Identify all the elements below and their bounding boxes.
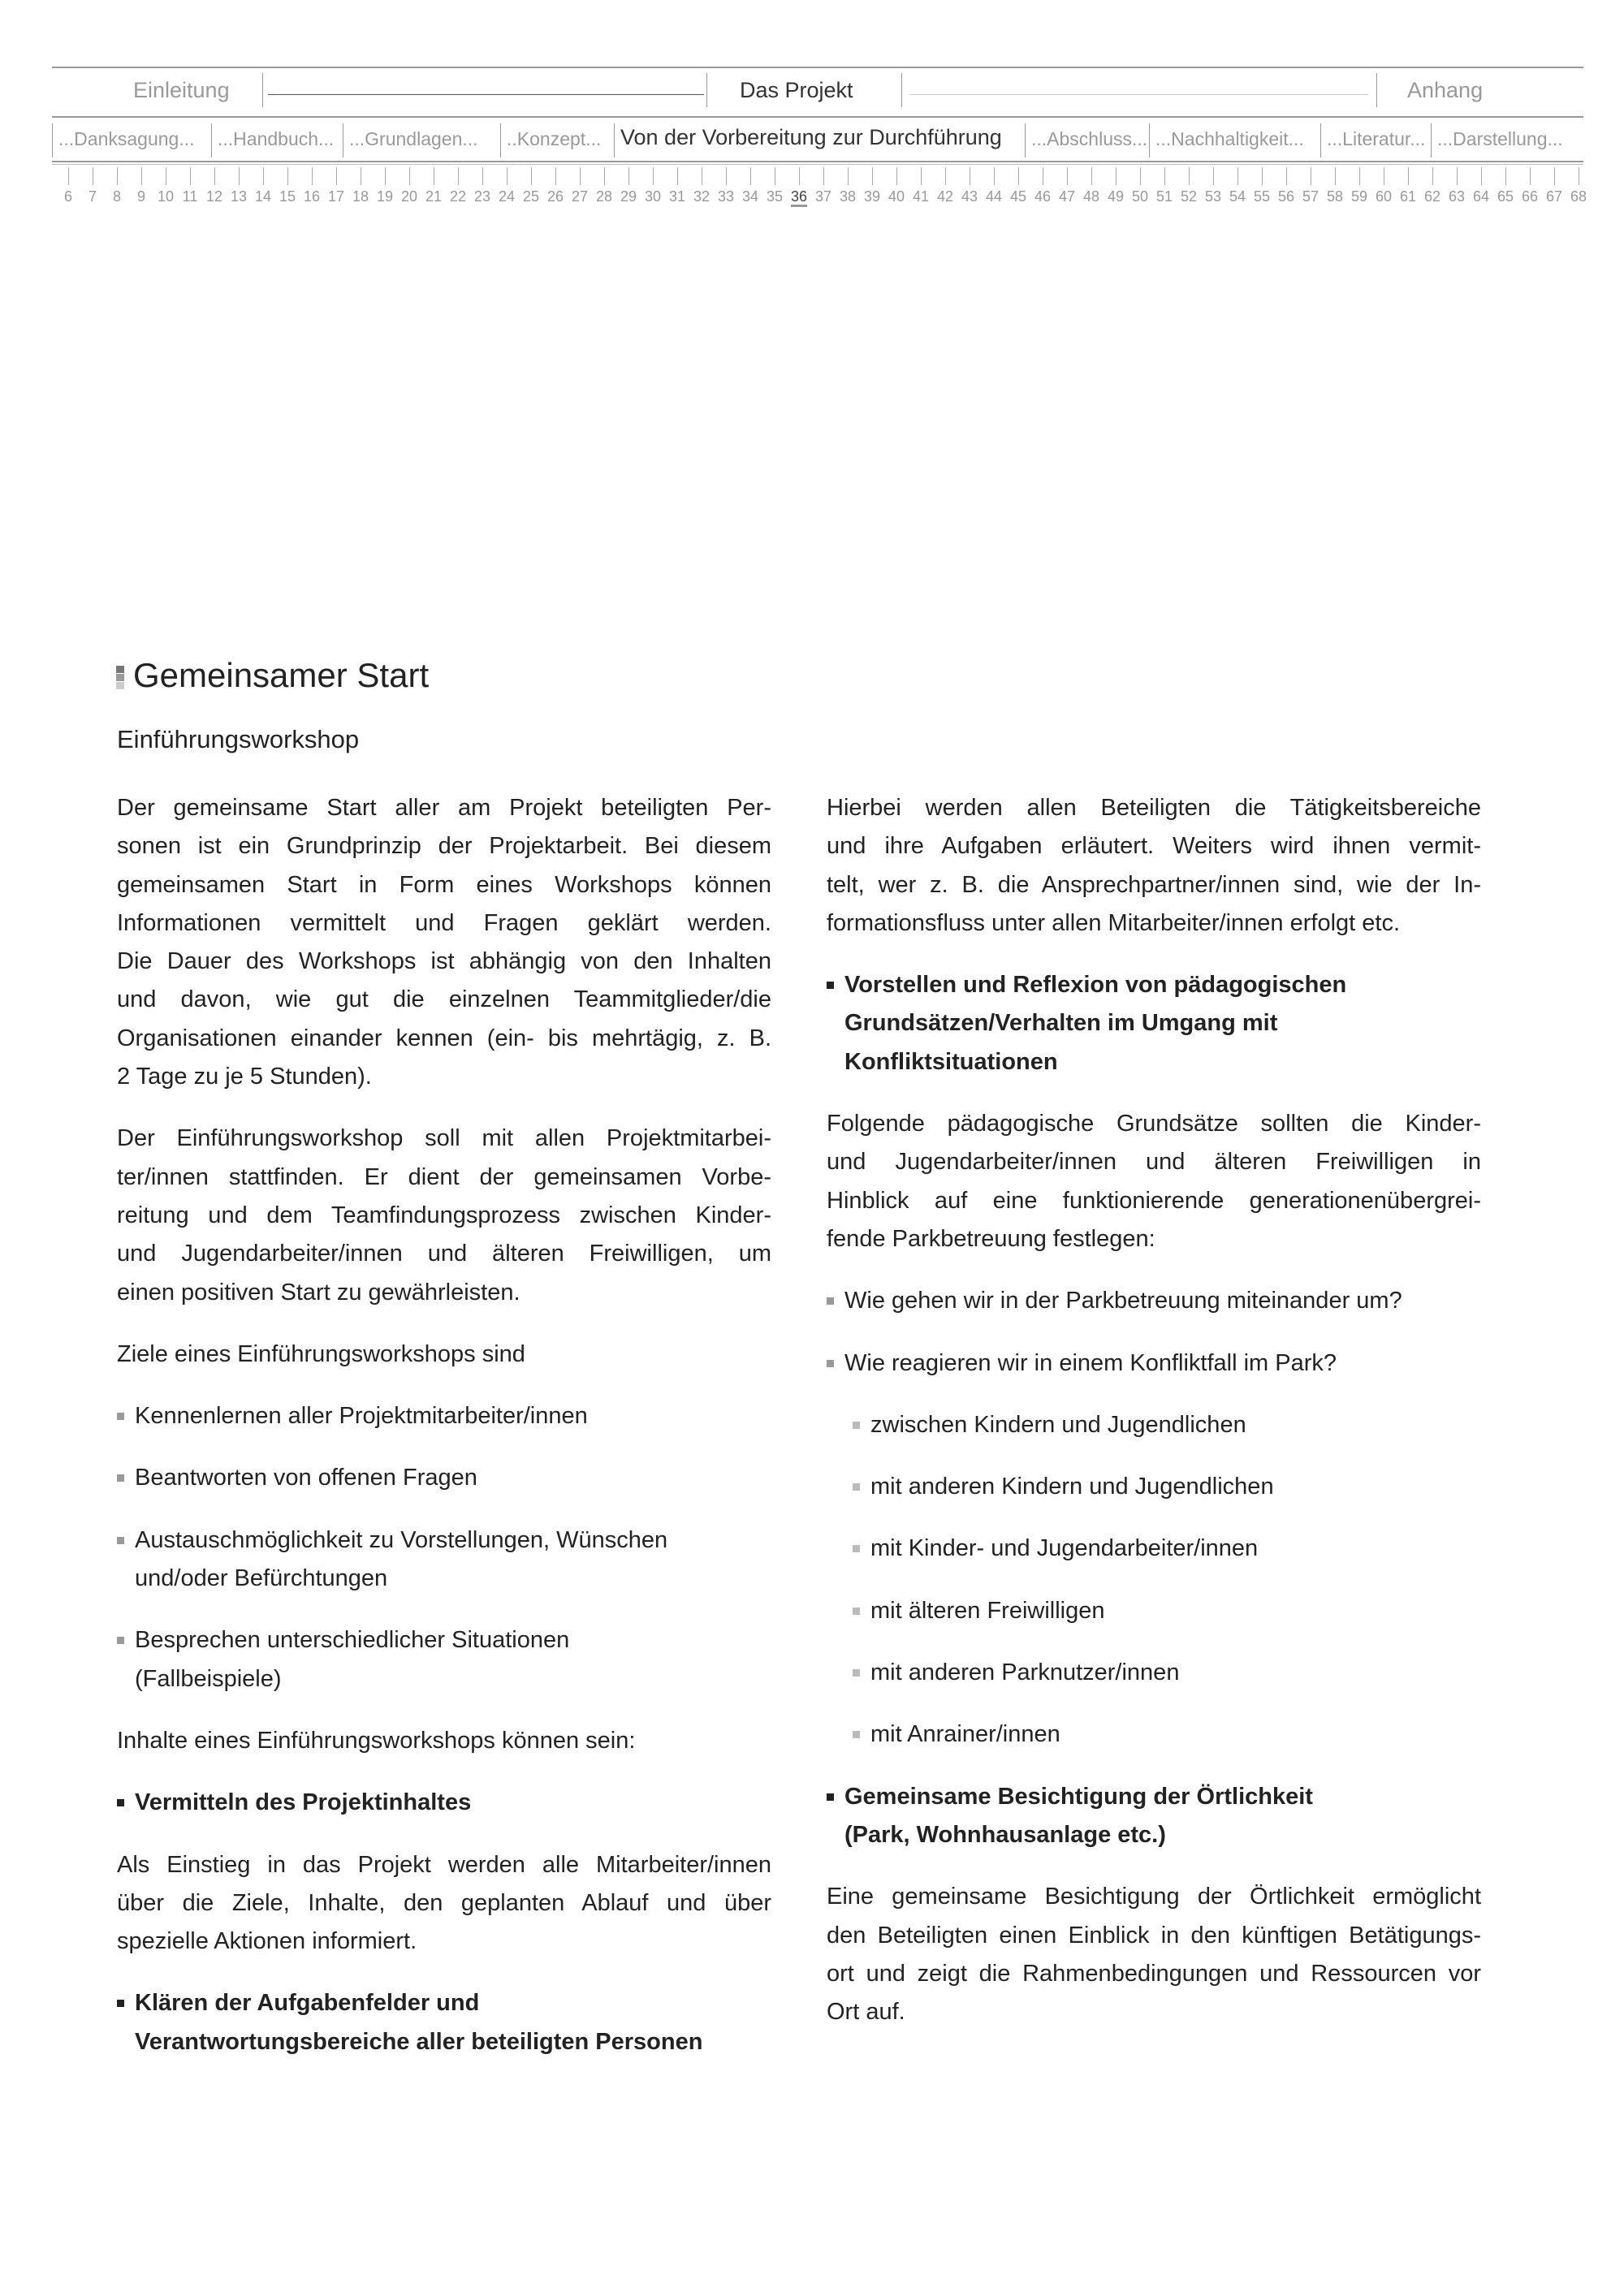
page-tick <box>336 167 337 185</box>
page-tick <box>799 167 800 185</box>
text-line: 2 Tage zu je 5 Stunden). <box>117 1064 372 1090</box>
page-number[interactable]: 50 <box>1131 188 1149 205</box>
text-line: Grundsätzen/Verhalten im Umgang mit <box>844 1010 1278 1037</box>
list-item <box>117 1521 771 1599</box>
bullet-icon <box>117 1637 124 1644</box>
page-number[interactable]: 59 <box>1350 188 1368 205</box>
page-number[interactable]: 18 <box>352 188 369 205</box>
page-number[interactable]: 29 <box>620 188 637 205</box>
page-number[interactable]: 8 <box>112 188 121 205</box>
page-tick <box>726 167 727 185</box>
text-line: Besprechen unterschiedlicher Situationen <box>135 1627 570 1654</box>
paragraph <box>827 1105 1481 1258</box>
page-tick <box>1359 167 1360 185</box>
chapter-tab[interactable]: ...Darstellung... <box>1437 128 1563 149</box>
list-item <box>117 1621 771 1698</box>
page-tick <box>531 167 532 185</box>
section-das-projekt[interactable]: Das Projekt <box>740 78 853 102</box>
page-tick <box>1286 167 1287 185</box>
page-number[interactable]: 39 <box>863 188 881 205</box>
page-number[interactable]: 54 <box>1229 188 1246 205</box>
page-number[interactable]: 56 <box>1277 188 1295 205</box>
page-tick <box>823 167 824 185</box>
list-item <box>117 1397 771 1435</box>
page-number[interactable]: 25 <box>522 188 540 205</box>
page-tick <box>214 167 215 185</box>
page-tick <box>1018 167 1019 185</box>
page-number[interactable]: 64 <box>1472 188 1490 205</box>
text-line: und ihre Aufgaben erläutert. Weiters wird ihnen vermit- <box>827 833 1481 860</box>
page-number[interactable]: 49 <box>1107 188 1125 205</box>
list-item <box>827 1716 1481 1754</box>
text-line: Wie reagieren wir in einem Konfliktfall im Park? <box>844 1349 1337 1376</box>
page-tick <box>580 167 581 185</box>
page-tick <box>1140 167 1141 185</box>
page-number[interactable]: 22 <box>449 188 467 205</box>
page-number[interactable]: 33 <box>717 188 735 205</box>
page-number[interactable]: 58 <box>1326 188 1344 205</box>
text-line: und/oder Befürchtungen <box>135 1565 388 1592</box>
divider <box>1376 73 1377 107</box>
text-line: Verantwortungsbereiche aller beteiligten Personen <box>135 2028 703 2055</box>
bullet-icon <box>853 1608 860 1615</box>
text-line: Austauschmöglichkeit zu Vorstellungen, Wünschen <box>135 1526 668 1553</box>
text-line: Der gemeinsame Start aller am Projekt beteiligten Per- <box>117 795 771 821</box>
text-line: mit anderen Parknutzer/innen <box>870 1659 1180 1686</box>
page-number[interactable]: 7 <box>88 188 97 205</box>
text-line: Inhalte eines Einführungsworkshops können sein: <box>117 1727 636 1754</box>
bullet-icon <box>853 1669 860 1677</box>
page-tick <box>68 167 69 185</box>
section-heading: Gemeinsamer Start <box>133 656 430 694</box>
bullet-icon <box>117 2000 124 2007</box>
paragraph <box>827 1878 1481 2031</box>
bullet-icon <box>827 1793 834 1801</box>
page-tick <box>141 167 142 185</box>
text-line: mit anderen Kindern und Jugendlichen <box>870 1474 1274 1500</box>
text-line: Organisationen einander kennen (ein- bis mehrtägig, z. B. <box>117 1025 771 1051</box>
page-tick <box>872 167 873 185</box>
page-number[interactable]: 19 <box>376 188 394 205</box>
page-number[interactable]: 61 <box>1399 188 1417 205</box>
page-number[interactable]: 52 <box>1180 188 1198 205</box>
chapter-nav <box>52 119 1583 162</box>
page-tick <box>507 167 508 185</box>
page-number[interactable]: 42 <box>936 188 954 205</box>
text-line: den Beteiligten einen Einblick in den künftigen Betätigungs- <box>827 1922 1481 1949</box>
list-item <box>117 1459 771 1497</box>
text-line: reitung und dem Teamfindungsprozess zwischen Kinder- <box>117 1202 771 1228</box>
text-line: über die Ziele, Inhalte, den geplanten Ablauf und über <box>117 1889 771 1916</box>
text-line: ter/innen stattfinden. Er dient der gemeinsamen Vorbe- <box>117 1163 771 1190</box>
page-number[interactable]: 57 <box>1302 188 1320 205</box>
text-line: telt, wer z. B. die Ansprechpartner/innen sind, wie der In- <box>827 871 1481 898</box>
list-item <box>827 1778 1481 1855</box>
page-number[interactable]: 28 <box>595 188 613 205</box>
list-item <box>827 1592 1481 1630</box>
bullet-icon <box>853 1422 860 1429</box>
bullet-icon <box>117 1537 124 1544</box>
page-tick <box>287 167 288 185</box>
text-line: Beantworten von offenen Fragen <box>135 1465 477 1491</box>
bullet-icon <box>827 1360 834 1367</box>
divider <box>211 123 212 158</box>
text-line: Informationen vermittelt und Fragen geklärt werden. <box>117 909 771 936</box>
page-number[interactable]: 30 <box>644 188 662 205</box>
chapter-tab[interactable]: ..Konzept... <box>507 128 602 149</box>
page-number[interactable]: 21 <box>425 188 443 205</box>
divider <box>706 73 707 107</box>
page-number[interactable]: 41 <box>912 188 930 205</box>
bullet-icon <box>827 982 834 989</box>
text-line: Eine gemeinsame Besichtigung der Örtlichkeit ermöglicht <box>827 1884 1481 1910</box>
page-number[interactable]: 20 <box>400 188 418 205</box>
page-tick <box>677 167 678 185</box>
page-number[interactable]: 45 <box>1009 188 1027 205</box>
page-tick <box>1457 167 1458 185</box>
page-tick <box>1164 167 1165 185</box>
page-number[interactable]: 17 <box>327 188 345 205</box>
chapter-tab[interactable]: ...Grundlagen... <box>349 128 478 149</box>
page-number[interactable]: 13 <box>230 188 248 205</box>
chapter-tab[interactable]: ...Danksagung... <box>58 128 195 149</box>
divider <box>52 123 53 158</box>
text-line: Hierbei werden allen Beteiligten die Tätigkeitsbereiche <box>827 795 1481 821</box>
page-tick <box>1067 167 1068 185</box>
page-number[interactable]: 23 <box>473 188 491 205</box>
paragraph <box>827 789 1481 943</box>
remaining-line <box>909 94 1368 95</box>
text-line: Hinblick auf eine funktionierende generationenübergrei- <box>827 1187 1481 1214</box>
paragraph <box>117 789 771 1096</box>
page-number[interactable]: 66 <box>1521 188 1539 205</box>
page-number[interactable]: 37 <box>814 188 832 205</box>
divider <box>1025 123 1026 158</box>
page-number[interactable]: 65 <box>1497 188 1514 205</box>
bullet-icon <box>853 1483 860 1491</box>
page-tick <box>482 167 483 185</box>
paragraph <box>117 1336 771 1374</box>
page-number[interactable]: 24 <box>498 188 516 205</box>
text-line: formationsfluss unter allen Mitarbeiter/innen erfolgt etc. <box>827 909 1401 936</box>
page-tick <box>1262 167 1263 185</box>
page-number[interactable]: 40 <box>888 188 905 205</box>
page-number[interactable]: 32 <box>693 188 710 205</box>
page-number[interactable]: 38 <box>839 188 857 205</box>
text-line: gemeinsamen Start in Form eines Workshops können <box>117 871 771 898</box>
text-line: und davon, wie gut die einzelnen Teammitglieder/die <box>117 986 771 1013</box>
divider <box>614 123 615 158</box>
page-number[interactable]: 51 <box>1155 188 1173 205</box>
page-number[interactable]: 15 <box>279 188 296 205</box>
page-number[interactable]: 36 <box>790 188 808 205</box>
list-item <box>117 1784 771 1822</box>
page-tick <box>1554 167 1555 185</box>
page-number[interactable]: 12 <box>205 188 223 205</box>
text-line: fende Parkbetreuung festlegen: <box>827 1225 1155 1252</box>
page-number[interactable]: 6 <box>63 188 72 205</box>
page-tick <box>994 167 995 185</box>
page-number[interactable]: 48 <box>1082 188 1100 205</box>
bullet-icon <box>853 1731 860 1738</box>
page-tick <box>117 167 118 185</box>
page-tick <box>1505 167 1506 185</box>
page-tick <box>1335 167 1336 185</box>
chapter-tab[interactable]: Von der Vorbereitung zur Durchführung <box>620 125 1002 149</box>
page-number[interactable]: 44 <box>985 188 1003 205</box>
text-line: Klären der Aufgabenfelder und <box>135 1990 480 2017</box>
divider <box>1149 123 1150 158</box>
page-tick <box>555 167 556 185</box>
paragraph <box>117 1722 771 1760</box>
page-tick <box>239 167 240 185</box>
chapter-tab[interactable]: ...Handbuch... <box>218 128 335 149</box>
page-number[interactable]: 55 <box>1253 188 1271 205</box>
list-item <box>117 1984 771 2061</box>
text-line: ort und zeigt die Rahmenbedingungen und Ressourcen vor <box>827 1960 1481 1987</box>
text-line: (Park, Wohnhausanlage etc.) <box>844 1821 1166 1848</box>
page-tick <box>1237 167 1238 185</box>
text-line: einen positiven Start zu gewährleisten. <box>117 1279 520 1306</box>
page-number[interactable]: 68 <box>1570 188 1587 205</box>
page-number[interactable]: 35 <box>766 188 784 205</box>
bullet-icon <box>827 1297 834 1305</box>
page-number[interactable]: 46 <box>1034 188 1052 205</box>
page-number[interactable]: 26 <box>546 188 564 205</box>
page-tick <box>848 167 849 185</box>
chapter-tab[interactable]: ...Abschluss... <box>1031 128 1148 149</box>
page-tick <box>653 167 654 185</box>
page-number[interactable]: 31 <box>668 188 686 205</box>
heading-marker-icon <box>116 666 124 690</box>
right-column <box>827 789 1481 2055</box>
bullet-icon <box>117 1413 124 1420</box>
text-line: spezielle Aktionen informiert. <box>117 1928 417 1955</box>
text-line: Kennenlernen aller Projektmitarbeiter/innen <box>135 1403 588 1430</box>
progress-line <box>268 94 704 95</box>
page-number[interactable]: 14 <box>254 188 272 205</box>
divider <box>1431 123 1432 158</box>
chapter-tab[interactable]: ...Nachhaltigkeit... <box>1155 128 1304 149</box>
text-line: Vorstellen und Reflexion von pädagogischen <box>844 972 1347 999</box>
text-line: mit Anrainer/innen <box>870 1721 1060 1748</box>
page-tick <box>945 167 946 185</box>
text-line: Gemeinsame Besichtigung der Örtlichkeit <box>844 1783 1313 1810</box>
list-item <box>827 1344 1481 1383</box>
text-line: mit älteren Freiwilligen <box>870 1597 1105 1624</box>
page-tick <box>604 167 605 185</box>
page-tick <box>1091 167 1092 185</box>
page-tick <box>190 167 191 185</box>
section-nav <box>52 67 1583 117</box>
paragraph <box>117 1120 771 1311</box>
page-number[interactable]: 43 <box>961 188 978 205</box>
page-number[interactable]: 11 <box>182 188 198 205</box>
list-item <box>827 966 1481 1081</box>
page-number[interactable]: 27 <box>571 188 589 205</box>
page-tick <box>312 167 313 185</box>
text-line: Konfliktsituationen <box>844 1048 1058 1075</box>
text-line: und Jugendarbeiter/innen und älteren Freiwilligen in <box>827 1149 1481 1176</box>
page-tick <box>921 167 922 185</box>
divider <box>262 73 263 107</box>
text-line: Ziele eines Einführungsworkshops sind <box>117 1340 525 1367</box>
page-tick <box>750 167 751 185</box>
list-item <box>827 1282 1481 1320</box>
page-tick <box>263 167 264 185</box>
text-line: Wie gehen wir in der Parkbetreuung miteinander um? <box>844 1288 1402 1314</box>
text-line: und Jugendarbeiter/innen und älteren Freiwilligen, um <box>117 1241 771 1267</box>
text-line: Als Einstieg in das Projekt werden alle Mitarbeiter/innen <box>117 1851 771 1878</box>
divider <box>500 123 501 158</box>
left-column <box>117 789 771 2085</box>
list-item <box>827 1654 1481 1692</box>
bullet-icon <box>853 1545 860 1552</box>
text-line: Ort auf. <box>827 1999 905 2026</box>
page-number[interactable]: 67 <box>1545 188 1563 205</box>
page-number[interactable]: 10 <box>157 188 175 205</box>
page-tick <box>385 167 386 185</box>
divider <box>1320 123 1321 158</box>
section-anhang[interactable]: Anhang <box>1407 78 1484 102</box>
page-tick <box>1408 167 1409 185</box>
list-item <box>827 1468 1481 1506</box>
nav-bottom-rule <box>52 161 1583 162</box>
page-number[interactable]: 62 <box>1423 188 1441 205</box>
subheading: Einführungsworkshop <box>117 725 360 753</box>
page-tick <box>896 167 897 185</box>
page-number[interactable]: 60 <box>1375 188 1393 205</box>
list-item <box>827 1406 1481 1444</box>
page-number[interactable]: 47 <box>1058 188 1076 205</box>
section-einleitung[interactable]: Einleitung <box>133 78 230 102</box>
page-tick <box>1481 167 1482 185</box>
text-line: Vermitteln des Projektinhaltes <box>135 1789 472 1816</box>
bullet-icon <box>117 1799 124 1806</box>
text-line: sonen ist ein Grundprinzip der Projektarbeit. Bei diesem <box>117 833 771 860</box>
paragraph <box>117 1846 771 1962</box>
text-line: zwischen Kindern und Jugendlichen <box>870 1411 1246 1438</box>
page-number[interactable]: 63 <box>1448 188 1466 205</box>
text-line: Folgende pädagogische Grundsätze sollten die Kinder- <box>827 1111 1481 1137</box>
chapter-tab[interactable]: ...Literatur... <box>1327 128 1426 149</box>
page-tick <box>1213 167 1214 185</box>
page-number[interactable]: 16 <box>303 188 321 205</box>
page-number[interactable]: 53 <box>1204 188 1222 205</box>
page-tick <box>1189 167 1190 185</box>
page-tick <box>1432 167 1433 185</box>
text-line: Der Einführungsworkshop soll mit allen Projektmitarbei- <box>117 1125 771 1152</box>
page-tick <box>458 167 459 185</box>
text-line: mit Kinder- und Jugendarbeiter/innen <box>870 1535 1259 1562</box>
nav-bottom-rule-2 <box>52 164 1583 165</box>
page-tick <box>628 167 629 185</box>
text-line: Die Dauer des Workshops ist abhängig von den Inhalten <box>117 948 771 975</box>
page-number[interactable]: 9 <box>136 188 145 205</box>
divider <box>901 73 902 107</box>
nav-mid-rule <box>52 116 1583 118</box>
text-line: (Fallbeispiele) <box>135 1665 282 1692</box>
page-number[interactable]: 34 <box>741 188 759 205</box>
list-item <box>827 1530 1481 1568</box>
page-tick <box>1530 167 1531 185</box>
page-tick <box>409 167 410 185</box>
bullet-icon <box>117 1474 124 1482</box>
